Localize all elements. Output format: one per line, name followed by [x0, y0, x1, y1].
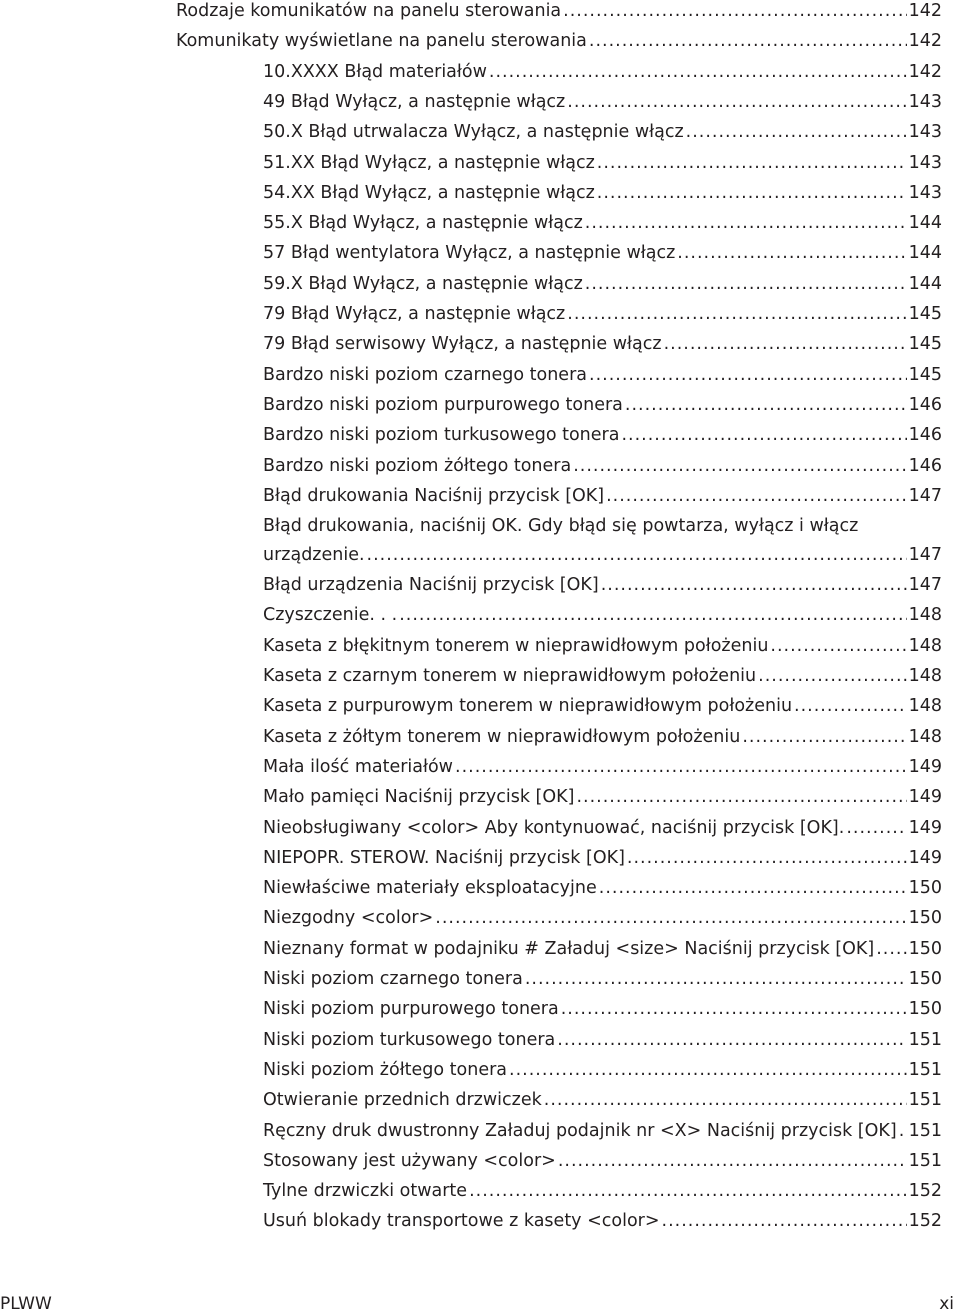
toc-entry[interactable]	[176, 26, 942, 56]
toc-entry-page: 143	[908, 152, 942, 173]
toc-leader-dots	[597, 178, 907, 208]
toc-leader-dots	[585, 208, 907, 238]
toc-entry-page: 145	[908, 364, 942, 385]
toc-entry-page: 148	[908, 635, 942, 656]
toc-entry-page: 146	[908, 394, 942, 415]
toc-entry[interactable]	[263, 1116, 942, 1146]
toc-leader-dots	[758, 661, 906, 691]
toc-leader-dots	[525, 964, 907, 994]
toc-entry-page: 146	[908, 425, 942, 446]
toc-entry-title: Nieobsługiwany <color> Aby kontynuować, naciśnij przycisk [OK].	[263, 817, 845, 838]
toc-entry-title: Nieznany format w podajniku # Załaduj <size> Naciśnij przycisk [OK]	[263, 938, 875, 959]
toc-entry-page: 149	[908, 756, 942, 777]
toc-entry-title: NIEPOPR. STEROW. Naciśnij przycisk [OK]	[263, 847, 625, 868]
toc-leader-dots	[469, 1176, 907, 1206]
toc-entry[interactable]	[263, 722, 942, 752]
toc-entry[interactable]	[263, 994, 942, 1024]
toc-entry[interactable]	[263, 1025, 942, 1055]
toc-entry-page: 144	[908, 243, 942, 264]
toc-entry-page: 151	[908, 1029, 942, 1050]
toc-entry-title: Czyszczenie. . .	[263, 605, 398, 626]
toc-entry-page: 144	[908, 213, 942, 234]
toc-entry-title: urządzenie.	[263, 545, 365, 566]
toc-entry[interactable]	[263, 238, 942, 268]
toc-leader-dots	[664, 329, 907, 359]
toc-entry-page: 147	[908, 485, 942, 506]
toc-entry[interactable]	[263, 420, 942, 450]
toc-entry[interactable]	[263, 873, 942, 903]
toc-entry[interactable]	[263, 299, 942, 329]
toc-entry-title: Bardzo niski poziom turkusowego tonera	[263, 425, 620, 446]
toc-leader-dots	[558, 1146, 907, 1176]
toc-entry-title: Błąd drukowania Naciśnij przycisk [OK]	[263, 485, 605, 506]
toc-leader-dots	[601, 570, 907, 600]
toc-leader-dots	[627, 843, 907, 873]
toc-entry[interactable]	[263, 511, 942, 569]
toc-leader-dots	[876, 934, 906, 964]
toc-leader-dots	[770, 631, 906, 661]
toc-entry-page: 148	[908, 605, 942, 626]
toc-entry-page: 151	[908, 1120, 942, 1141]
toc-entry-title: Bardzo niski poziom żółtego tonera	[263, 455, 572, 476]
toc-leader-dots	[677, 238, 906, 268]
toc-entry-page: 151	[908, 1059, 942, 1080]
toc-leader-dots	[794, 691, 907, 721]
toc-entry-page: 149	[908, 817, 942, 838]
toc-entry-title: 50.X Błąd utrwalacza Wyłącz, a następnie włącz	[263, 122, 684, 143]
toc-entry-title: Ręczny druk dwustronny Załaduj podajnik nr <X> Naciśnij przycisk [OK]	[263, 1120, 897, 1141]
toc-entry[interactable]	[263, 934, 942, 964]
toc-entry-page: 142	[908, 31, 942, 52]
toc-entry-page: 150	[908, 938, 942, 959]
toc-entry-title: Tylne drzwiczki otwarte	[263, 1181, 468, 1202]
toc-entry-title: Błąd drukowania, naciśnij OK. Gdy błąd się powtarza, wyłącz i włącz	[263, 516, 859, 537]
toc-entry-title: 10.XXXX Błąd materiałów	[263, 61, 487, 82]
toc-entry-title: 51.XX Błąd Wyłącz, a następnie włącz	[263, 152, 595, 173]
toc-leader-dots	[599, 873, 907, 903]
toc-entry-page: 151	[908, 1150, 942, 1171]
toc-entry-page: 148	[908, 696, 942, 717]
toc-entry[interactable]	[263, 843, 942, 873]
toc-leader-dots	[509, 1055, 907, 1085]
toc-entry-title: Otwieranie przednich drzwiczek	[263, 1090, 542, 1111]
toc-entry-page: 152	[908, 1181, 942, 1202]
toc-entry[interactable]	[263, 631, 942, 661]
toc-entry[interactable]	[263, 782, 942, 812]
toc-entry[interactable]	[263, 570, 942, 600]
toc-entry[interactable]	[263, 600, 942, 630]
toc-entry-title: 54.XX Błąd Wyłącz, a następnie włącz	[263, 182, 595, 203]
toc-entry-page: 147	[908, 575, 942, 596]
toc-entry-title: Kaseta z żółtym tonerem w nieprawidłowym położeniu	[263, 726, 741, 747]
toc-leader-dots	[399, 600, 906, 630]
toc-leader-dots	[567, 299, 906, 329]
toc-entry-title: 79 Błąd Wyłącz, a następnie włącz	[263, 304, 566, 324]
toc-entry-title: 55.X Błąd Wyłącz, a następnie włącz	[263, 213, 583, 234]
toc-leader-dots	[589, 26, 907, 56]
toc-leader-dots	[625, 390, 907, 420]
toc-leader-dots	[899, 1116, 907, 1146]
toc-leader-dots	[597, 148, 907, 178]
toc-entry[interactable]	[263, 451, 942, 481]
toc-entry[interactable]	[263, 1085, 942, 1115]
toc-entry[interactable]	[263, 390, 942, 420]
toc-entry-title: Niski poziom żółtego tonera	[263, 1059, 508, 1080]
toc-entry-title: Kaseta z purpurowym tonerem w nieprawidłowym położeniu	[263, 696, 793, 717]
toc-entry-title: Niewłaściwe materiały eksploatacyjne	[263, 878, 597, 899]
toc-entry[interactable]	[263, 661, 942, 691]
toc-leader-dots	[567, 87, 906, 117]
toc-entry-page: 151	[908, 1090, 942, 1111]
toc-entry-title: Niezgodny <color>	[263, 908, 434, 929]
toc-leader-dots	[544, 1085, 907, 1115]
toc-entry-title: Niski poziom czarnego tonera	[263, 969, 523, 990]
toc-entry-page: 143	[908, 91, 942, 112]
toc-entry-title: Błąd urządzenia Naciśnij przycisk [OK]	[263, 575, 599, 596]
toc-entry-title: Bardzo niski poziom czarnego tonera	[263, 364, 587, 385]
toc-leader-dots	[563, 0, 906, 26]
toc-entry[interactable]	[263, 1055, 942, 1085]
toc-entry[interactable]	[263, 903, 942, 933]
toc-entry-page: 145	[908, 334, 942, 355]
toc-entry-title: 49 Błąd Wyłącz, a następnie włącz	[263, 91, 566, 112]
toc-leader-dots	[662, 1206, 907, 1236]
toc-leader-dots	[561, 994, 907, 1024]
footer-locale-code: PLWW	[0, 1294, 52, 1314]
toc-entry[interactable]	[263, 481, 942, 511]
toc-leader-dots	[435, 903, 906, 933]
toc-entry-page: 147	[908, 545, 942, 566]
toc-entry-page: 143	[908, 182, 942, 203]
toc-entry-page: 142	[908, 1, 942, 21]
toc-entry-title: 57 Błąd wentylatora Wyłącz, a następnie włącz	[263, 243, 676, 264]
toc-leader-dots	[621, 420, 906, 450]
toc-entry[interactable]	[263, 360, 942, 390]
toc-entry-title: 59.X Błąd Wyłącz, a następnie włącz	[263, 273, 583, 294]
toc-leader-dots	[585, 269, 907, 299]
toc-entry[interactable]	[263, 752, 942, 782]
toc-entry-title: Rodzaje komunikatów na panelu sterowania	[176, 1, 562, 21]
toc-entry-page: 145	[908, 304, 942, 324]
toc-entry[interactable]	[263, 57, 942, 87]
toc-leader-dots	[489, 57, 907, 87]
toc-entry-title: Bardzo niski poziom purpurowego tonera	[263, 394, 623, 415]
footer-page-number: xi	[939, 1294, 954, 1314]
toc-entry[interactable]	[263, 691, 942, 721]
toc-entry-title: Stosowany jest używany <color>	[263, 1150, 556, 1171]
toc-entry-title: Komunikaty wyświetlane na panelu sterowania	[176, 31, 587, 52]
toc-entry[interactable]	[263, 117, 942, 147]
toc-entry-page: 150	[908, 908, 942, 929]
toc-entry[interactable]	[263, 1176, 942, 1206]
toc-leader-dots	[367, 541, 907, 569]
toc-leader-dots	[573, 451, 906, 481]
toc-entry[interactable]	[263, 964, 942, 994]
toc-entry-title: Niski poziom turkusowego tonera	[263, 1029, 556, 1050]
toc-entry[interactable]	[263, 87, 942, 117]
toc-entry[interactable]	[263, 1146, 942, 1176]
toc-leader-dots	[742, 722, 906, 752]
toc-entry-page: 150	[908, 878, 942, 899]
toc-entry[interactable]	[263, 178, 942, 208]
toc-entry[interactable]	[263, 148, 942, 178]
toc-entry-page: 142	[908, 61, 942, 82]
toc-entry[interactable]	[263, 813, 942, 843]
toc-leader-dots	[557, 1025, 906, 1055]
toc-leader-dots	[686, 117, 907, 147]
toc-entry-title: Usuń blokady transportowe z kasety <color>	[263, 1211, 660, 1232]
toc-leader-dots	[589, 360, 907, 390]
toc-leader-dots	[606, 481, 906, 511]
toc-entry-page: 144	[908, 273, 942, 294]
toc-entry-page: 149	[908, 787, 942, 808]
toc-entry-title: Kaseta z czarnym tonerem w nieprawidłowym położeniu	[263, 666, 757, 687]
toc-entry-page: 148	[908, 726, 942, 747]
toc-leader-dots	[846, 813, 906, 843]
toc-entry-title: 79 Błąd serwisowy Wyłącz, a następnie włącz	[263, 334, 662, 355]
toc-entry-page: 150	[908, 999, 942, 1020]
toc-entry[interactable]	[263, 269, 942, 299]
toc-entry-page: 146	[908, 455, 942, 476]
toc-entry-title: Mała ilość materiałów	[263, 756, 453, 777]
toc-entry[interactable]	[263, 1206, 942, 1236]
toc-entry[interactable]	[263, 329, 942, 359]
toc-entry-page: 149	[908, 847, 942, 868]
toc-entry-page: 150	[908, 969, 942, 990]
toc-entry-page: 152	[908, 1211, 942, 1232]
toc-entry-page: 143	[908, 122, 942, 143]
toc-leader-dots	[576, 782, 906, 812]
toc-entry-title: Mało pamięci Naciśnij przycisk [OK]	[263, 787, 575, 808]
toc-leader-dots	[455, 752, 907, 782]
toc-entry-title: Niski poziom purpurowego tonera	[263, 999, 559, 1020]
toc-entry-title: Kaseta z błękitnym tonerem w nieprawidłowym położeniu	[263, 635, 769, 656]
toc-entry[interactable]	[263, 208, 942, 238]
toc-entry[interactable]	[176, 0, 942, 26]
toc-entry-page: 148	[908, 666, 942, 687]
